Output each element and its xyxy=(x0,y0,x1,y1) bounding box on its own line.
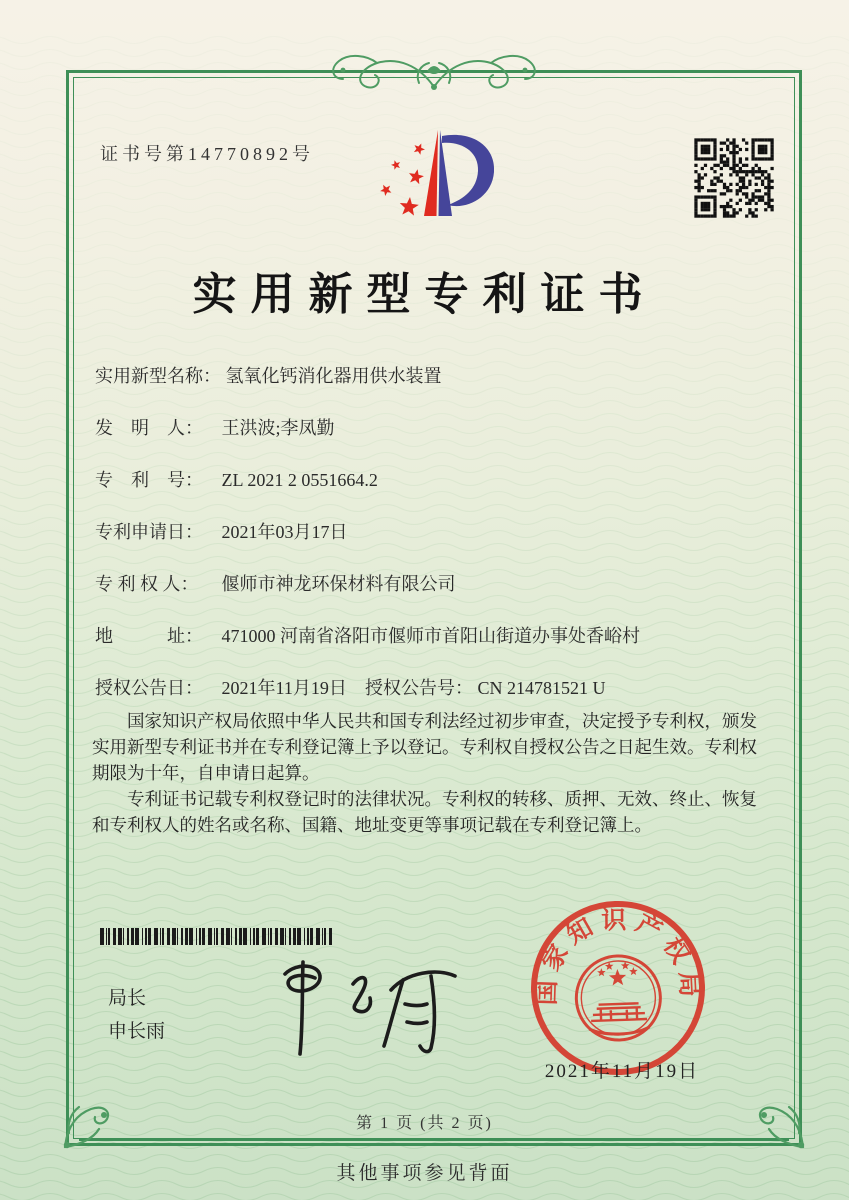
legal-paragraph-1: 国家知识产权局依照中华人民共和国专利法经过初步审查，决定授予专利权，颁发实用新型专利证书并在专利登记簿上予以登记。专利权自授权公告之日起生效。专利权期限为十年，自申请日起算。 xyxy=(92,711,757,783)
field-label: 授权公告号： xyxy=(365,678,473,698)
field-inventors xyxy=(95,416,765,468)
field-label: 实用新型名称： xyxy=(95,366,221,386)
legal-paragraph-2: 专利证书记载专利权登记时的法律状况。专利权的转移、质押、无效、终止、恢复和专利权人的姓名或名称、国籍、地址变更等事项记载在专利登记簿上。 xyxy=(92,789,757,835)
field-label: 专 利 权 人： xyxy=(95,574,199,594)
field-value: 2021年03月17日 xyxy=(221,522,348,542)
field-address xyxy=(95,624,765,676)
officer-block xyxy=(108,982,165,1048)
legal-text xyxy=(92,708,760,838)
field-value: 471000 河南省洛阳市偃师市首阳山街道办事处香峪村 xyxy=(221,626,640,646)
field-value: 王洪波;李凤勤 xyxy=(221,418,335,438)
back-note: 其他事项参见背面 xyxy=(336,1163,513,1184)
field-label: 专利申请日： xyxy=(95,522,203,542)
certificate-title: 实用新型专利证书 xyxy=(192,270,657,319)
page-number: 第 1 页 (共 2 页) xyxy=(356,1115,493,1132)
field-label: 专 利 号： xyxy=(95,470,203,490)
field-label: 发 明 人： xyxy=(95,418,203,438)
seal-date: 2021年11月19日 xyxy=(544,1061,700,1082)
seal-text: 国家知识产权局 xyxy=(533,907,703,1006)
field-utility-model-name xyxy=(95,364,765,416)
cnipa-official-seal xyxy=(525,895,711,1081)
cnipa-logo xyxy=(372,122,512,240)
field-patentee xyxy=(95,572,765,624)
top-flourish-ornament xyxy=(319,47,549,99)
field-filing-date xyxy=(95,520,765,572)
barcode xyxy=(100,928,334,946)
logo-stars-icon xyxy=(380,144,425,216)
officer-post: 局长 xyxy=(108,988,147,1009)
field-label: 授权公告日： xyxy=(95,678,203,698)
commissioner-signature xyxy=(245,948,465,1060)
qr-code xyxy=(688,132,780,224)
national-emblem-icon xyxy=(575,955,662,1042)
officer-name: 申长雨 xyxy=(108,1021,166,1042)
certificate-fields xyxy=(95,364,765,728)
field-patent-number xyxy=(95,468,765,520)
field-value: 氢氧化钙消化器用供水装置 xyxy=(225,366,442,386)
field-label: 地 址： xyxy=(95,626,203,646)
field-value: CN 214781521 U xyxy=(477,678,606,698)
field-value: ZL 2021 2 0551664.2 xyxy=(221,470,378,490)
field-value: 偃师市神龙环保材料有限公司 xyxy=(221,574,456,594)
field-value: 2021年11月19日 xyxy=(221,678,347,698)
field-grant-publication-number xyxy=(365,676,606,700)
frame-bottom-thick-line xyxy=(79,1138,789,1141)
certificate-number: 证书号第14770892号 xyxy=(100,144,314,164)
